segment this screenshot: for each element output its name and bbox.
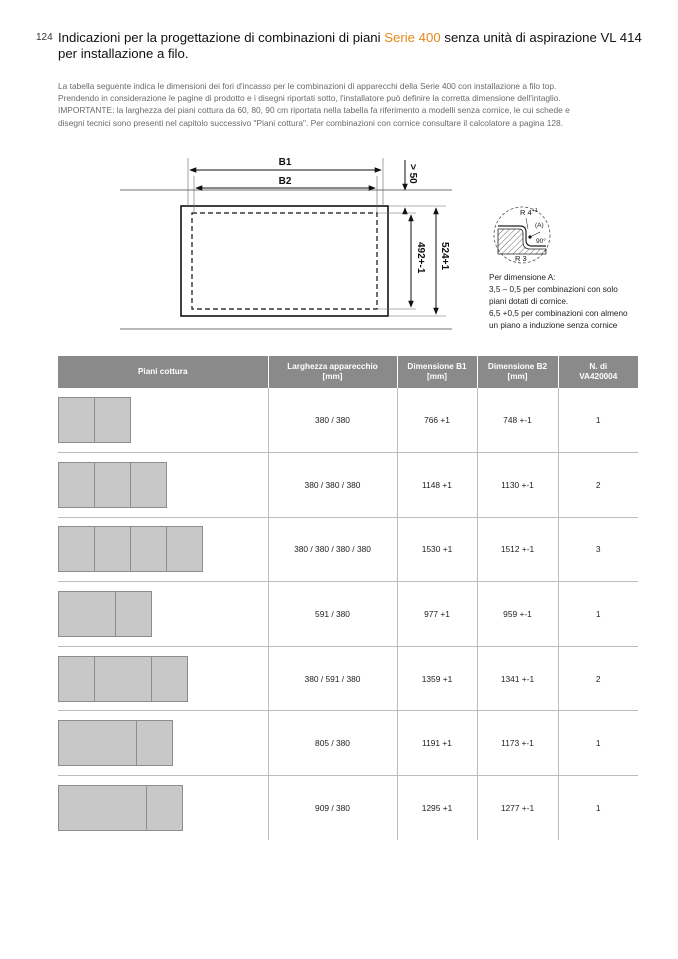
count-cell: 1	[558, 388, 638, 453]
combination-table	[58, 356, 638, 840]
hob-380-illustration	[58, 397, 95, 443]
b2-cell: 1277 +-1	[477, 776, 558, 841]
b1-cell: 1530 +1	[397, 517, 477, 582]
table-row	[58, 711, 638, 776]
b2-cell: 1341 +-1	[477, 646, 558, 711]
count-cell: 3	[558, 517, 638, 582]
hob-380-illustration	[58, 526, 95, 572]
cutout-inner-dashed-rect	[192, 213, 377, 309]
radius-bottom-label: R 3	[515, 254, 527, 263]
title-line-2: per installazione a filo.	[58, 46, 189, 61]
count-cell: 2	[558, 453, 638, 518]
hob-380-illustration	[58, 462, 95, 508]
b1-cell: 766 +1	[397, 388, 477, 453]
width-cell: 380 / 380	[268, 388, 397, 453]
b2-cell: 1173 +-1	[477, 711, 558, 776]
hob-909-illustration	[58, 785, 147, 831]
width-cell: 909 / 380	[268, 776, 397, 841]
count-cell: 2	[558, 646, 638, 711]
hob-380-illustration	[151, 656, 188, 702]
hob-combination-cell	[58, 776, 268, 841]
hob-combination-cell	[58, 646, 268, 711]
width-cell: 380 / 591 / 380	[268, 646, 397, 711]
table-row	[58, 776, 638, 841]
hob-380-illustration	[58, 656, 95, 702]
intro-line: disegni tecnici sono presenti nel capitolo successivo "Piani cottura". Per combinazioni con cornice consultare il calcolatore a pagina 128.	[58, 117, 564, 128]
b1-cell: 1359 +1	[397, 646, 477, 711]
edge-detail	[494, 207, 550, 263]
inner-depth-label: 492+-1	[415, 242, 426, 274]
hob-combination-cell	[58, 453, 268, 518]
hob-380-illustration	[94, 462, 131, 508]
page-number: 124	[36, 32, 53, 43]
note-line: piani dotati di cornice.	[489, 297, 569, 306]
radius-top-label: R $4^{+1}$	[520, 208, 538, 217]
angle-label: 90°	[536, 238, 546, 245]
count-cell: 1	[558, 582, 638, 647]
header-b1: Dimensione B1 [mm]	[397, 356, 477, 388]
hob-591-illustration	[94, 656, 152, 702]
page-title	[58, 30, 658, 62]
b1-cell: 1148 +1	[397, 453, 477, 518]
header-b2: Dimensione B2 [mm]	[477, 356, 558, 388]
width-cell: 805 / 380	[268, 711, 397, 776]
min-depth-label: > 50	[407, 164, 418, 184]
header-width: Larghezza apparecchio [mm]	[268, 356, 397, 388]
hob-combination-cell	[58, 517, 268, 582]
detail-a-label: (A)	[535, 222, 544, 229]
hob-380-illustration	[115, 591, 152, 637]
b2-cell: 959 +-1	[477, 582, 558, 647]
hob-380-illustration	[166, 526, 203, 572]
b1-cell: 1191 +1	[397, 711, 477, 776]
hob-380-illustration	[94, 397, 131, 443]
hob-591-illustration	[58, 591, 116, 637]
hob-380-illustration	[136, 720, 173, 766]
width-cell: 380 / 380 / 380	[268, 453, 397, 518]
hob-combination-cell	[58, 388, 268, 453]
table-header-row	[58, 356, 638, 388]
b1-label: B1	[278, 157, 292, 168]
note-line: Per dimensione A:	[489, 273, 556, 282]
table-row	[58, 646, 638, 711]
intro-paragraph	[58, 80, 658, 129]
count-cell: 1	[558, 776, 638, 841]
dimension-a-note	[489, 272, 659, 332]
title-text: Indicazioni per la progettazione di combinazioni di piani	[58, 30, 385, 45]
hob-805-illustration	[58, 720, 137, 766]
b1-cell: 977 +1	[397, 582, 477, 647]
hob-380-illustration	[130, 526, 167, 572]
header-hobs: Piani cottura	[58, 356, 268, 388]
intro-line: IMPORTANTE: la larghezza dei piani cottura da 60, 80, 90 cm riportata nella tabella fa riferimento a modelli senza cornice, le cui schede e	[58, 105, 570, 116]
count-cell: 1	[558, 711, 638, 776]
width-cell: 380 / 380 / 380 / 380	[268, 517, 397, 582]
b2-cell: 1512 +-1	[477, 517, 558, 582]
cutout-outer-rect	[181, 206, 388, 316]
hob-combination-cell	[58, 711, 268, 776]
intro-line: La tabella seguente indica le dimensioni dei fori d'incasso per le combinazioni di apparecchi della Serie 400 con installazione a filo top.	[58, 81, 557, 91]
hob-combination-cell	[58, 582, 268, 647]
width-cell: 591 / 380	[268, 582, 397, 647]
title-series-accent: Serie 400	[384, 30, 441, 45]
note-line: un piano a induzione senza cornice	[489, 321, 618, 330]
hob-380-illustration	[130, 462, 167, 508]
table-row	[58, 517, 638, 582]
hob-380-illustration	[94, 526, 131, 572]
note-line: 3,5 – 0,5 per combinazioni con solo	[489, 285, 618, 294]
b2-label: B2	[278, 176, 292, 187]
table-row	[58, 582, 638, 647]
b2-cell: 1130 +-1	[477, 453, 558, 518]
table-row	[58, 453, 638, 518]
hob-380-illustration	[146, 785, 183, 831]
note-line: 6,5 +0,5 per combinazioni con almeno	[489, 309, 628, 318]
title-text-end: senza unità di aspirazione VL 414	[440, 30, 642, 45]
b2-cell: 748 +-1	[477, 388, 558, 453]
header-count: N. di VA420004	[558, 356, 638, 388]
outer-depth-label: 524+1	[439, 242, 450, 271]
intro-line: Prendendo in considerazione le pagine di prodotto e i disegni riportati sotto, l'installatore può definire la corretta dimensione dell'intaglio.	[58, 93, 561, 104]
b1-cell: 1295 +1	[397, 776, 477, 841]
table-row	[58, 388, 638, 453]
